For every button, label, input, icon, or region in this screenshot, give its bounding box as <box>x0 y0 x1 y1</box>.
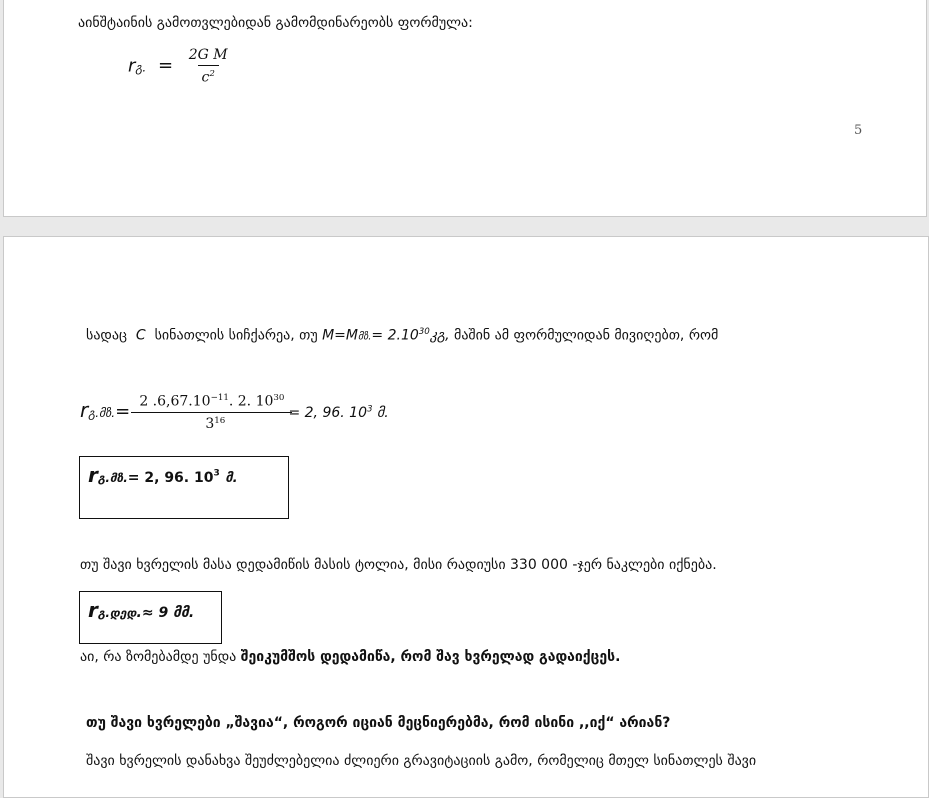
compression-bold: შეიკუმშოს დედამიწა, რომ შავ ხვრელად გადაიქცეს. <box>240 649 621 665</box>
result-box-sun-content <box>88 463 238 487</box>
calc-r: r <box>80 398 89 423</box>
box1-subscript: გ.მზ. <box>97 471 128 485</box>
compression-normal: აი, რა ზომებამდე უნდა <box>80 649 237 665</box>
formula-numerator: 2G M <box>188 47 228 63</box>
mass-expression: M=M <box>322 327 358 344</box>
calc-numerator-b-exp: 30 <box>273 393 285 403</box>
calc-fraction <box>135 393 288 432</box>
formula-r-subscript: გ. <box>135 60 147 75</box>
result-box-earth-content <box>88 598 194 622</box>
calc-result-value: = 2, 96. 10 <box>288 405 367 422</box>
box2-value: .≈ 9 მმ. <box>136 605 195 621</box>
result-box-earth <box>79 591 222 644</box>
calc-result-unit: მ. <box>376 405 389 422</box>
line1-suffix: მაშინ ამ ფორმულიდან მივიღებთ, რომ <box>454 327 719 344</box>
intro-text: აინშტაინის გამოთვლებიდან გამომდინარეობს ფორმულა: <box>78 15 473 31</box>
mass-unit: კგ, <box>429 327 450 344</box>
formula-r: r <box>128 55 136 77</box>
document-page-top <box>3 0 927 217</box>
formula-equals: = <box>157 55 174 77</box>
box2-subscript: გ.დედ <box>97 606 137 620</box>
document-page-main <box>3 236 929 798</box>
earth-mass-sentence: თუ შავი ხვრელის მასა დედამიწის მასის ტოლია, მისი რადიუსი 330 000 -ჯერ ნაკლები იქნება. <box>80 557 717 573</box>
mass-exponent: 30 <box>418 327 430 337</box>
box1-unit: მ. <box>225 471 238 486</box>
speed-of-light-symbol: C <box>135 327 146 344</box>
formula-fraction <box>185 47 232 86</box>
calc-denominator-base: 3 <box>205 416 215 433</box>
calc-denominator <box>131 412 292 433</box>
box1-value: = 2, 96. 10 <box>127 470 214 486</box>
line1-prefix: სადაც <box>86 327 127 344</box>
schwarzschild-formula <box>128 47 232 86</box>
calc-result-exp: 3 <box>366 404 373 415</box>
box1-exponent: 3 <box>213 468 220 479</box>
mass-value: = 2.10 <box>371 327 419 344</box>
box1-r: r <box>88 463 98 487</box>
calc-equals: = <box>115 401 131 423</box>
denominator-exponent: 2 <box>209 69 215 79</box>
compression-sentence <box>80 649 620 665</box>
calc-numerator-a: 2 .6,67.10 <box>139 393 211 410</box>
line1-middle: სინათლის სიჩქარეა, თუ <box>154 327 318 344</box>
box2-r: r <box>88 598 98 622</box>
calc-r-subscript: გ.მზ. <box>88 406 116 421</box>
mass-subscript: მზ. <box>357 331 372 343</box>
calc-numerator-b: . 2. 10 <box>228 393 274 410</box>
page-number: 5 <box>854 123 863 138</box>
calc-numerator <box>135 393 288 412</box>
calc-denominator-exp: 16 <box>214 415 226 426</box>
formula-denominator <box>198 65 219 86</box>
calc-numerator-a-exp: −11 <box>210 393 229 403</box>
paragraph-line: შავი ხვრელის დანახვა შეუძლებელია ძლიერი გრავიტაციის გამო, რომელიც მთელ სინათლეს შავი <box>86 753 757 769</box>
definition-line <box>86 327 718 344</box>
calculation-formula <box>80 393 389 432</box>
denominator-base: c <box>201 69 210 86</box>
result-box-sun <box>79 456 289 519</box>
calc-result <box>288 405 388 421</box>
section-heading: თუ შავი ხვრელები „შავია“, როგორ იციან მეცნიერებმა, რომ ისინი ,,იქ“ არიან? <box>86 715 671 731</box>
